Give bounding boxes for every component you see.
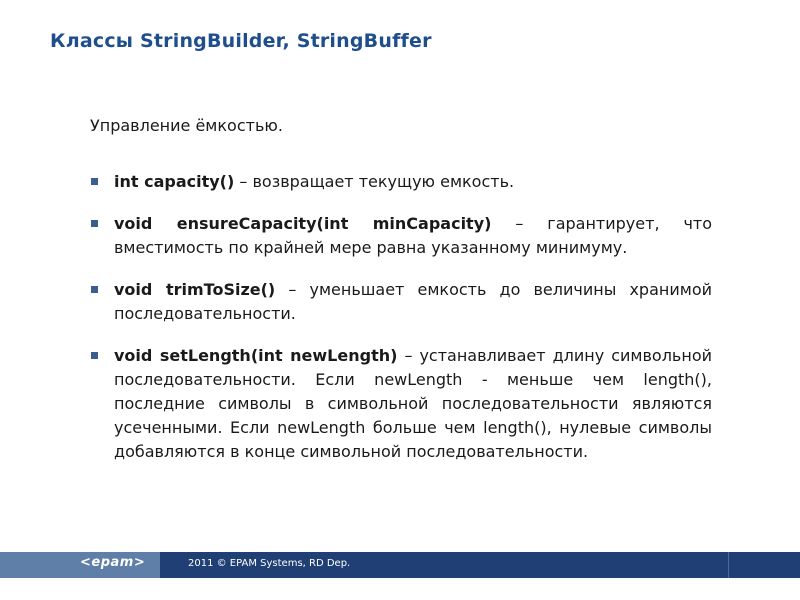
square-bullet-icon — [91, 220, 98, 227]
bullet-list — [90, 170, 712, 482]
footer-copyright: 2011 © EPAM Systems, RD Dep. — [188, 558, 351, 569]
subheading: Управление ёмкостью. — [90, 116, 283, 135]
method-description: – устанавливает длину символьной последовательности. Если newLength - меньше чем length(), последние символы в символьной последовательности являются усеченными. Если newLength больше чем length(), нулевые символы добавляются в конце символьной последовательности. — [114, 346, 712, 461]
bullet-item — [90, 278, 712, 326]
method-description: – возвращает текущую емкость. — [234, 172, 515, 191]
bullet-item — [90, 344, 712, 464]
square-bullet-icon — [91, 352, 98, 359]
footer-divider — [728, 552, 729, 578]
square-bullet-icon — [91, 286, 98, 293]
bullet-item — [90, 212, 712, 260]
square-bullet-icon — [91, 178, 98, 185]
bullet-item — [90, 170, 712, 194]
method-description: – уменьшает емкость до величины хранимой последовательности. — [114, 280, 713, 323]
footer-bar — [0, 552, 800, 578]
method-signature: int capacity() — [114, 172, 235, 191]
method-signature: void setLength(int newLength) — [114, 346, 398, 365]
slide-title: Классы StringBuilder, StringBuffer — [50, 30, 432, 52]
method-signature: void ensureCapacity(int minCapacity) — [114, 214, 492, 233]
method-signature: void trimToSize() — [114, 280, 276, 299]
page-number: 40 — [734, 555, 748, 568]
footer-logo-area — [0, 552, 160, 578]
method-description: – гарантирует, что вместимость по крайней мере равна указанному минимуму. — [114, 214, 713, 257]
epam-logo: <epam> — [80, 555, 146, 570]
